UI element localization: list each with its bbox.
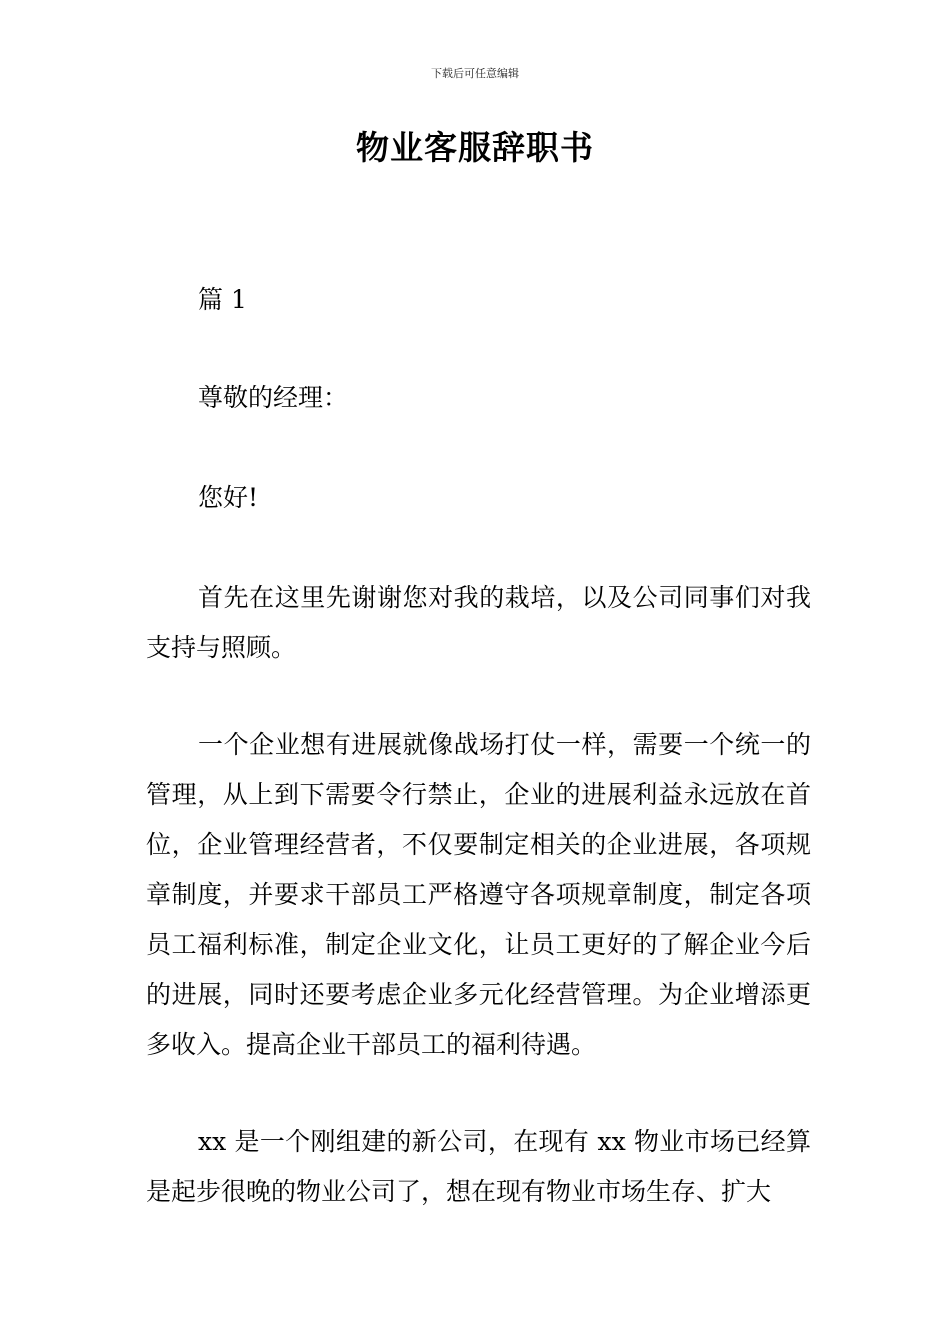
paragraph-2: 一个企业想有进展就像战场打仗一样，需要一个统一的管理，从上到下需要令行禁止，企业的进展利益永远放在首位，企业管理经营者，不仅要制定相关的企业进展，各项规章制度，并要求干部员工严格遵守各项规章制度，制定各项员工福利标准，制定企业文化，让员工更好的了解企业今后的进展，同时还要考虑企业多元化经营管理。为企业增添更多收入。提高企业干部员工的福利待遇。 <box>146 730 811 1059</box>
header-note: 下载后可任意编辑 <box>431 67 519 80</box>
paragraph-3: xx 是一个刚组建的新公司，在现有 xx 物业市场已经算是起步很晚的物业公司了，想在现有物业市场生存、扩大 <box>146 1127 811 1206</box>
greeting: 您好! <box>198 483 259 512</box>
section-label: 篇 1 <box>198 285 247 314</box>
paragraph-1: 首先在这里先谢谢您对我的栽培，以及公司同事们对我支持与照顾。 <box>146 583 811 662</box>
document-title: 物业客服辞职书 <box>356 128 594 167</box>
salutation: 尊敬的经理： <box>198 383 349 412</box>
